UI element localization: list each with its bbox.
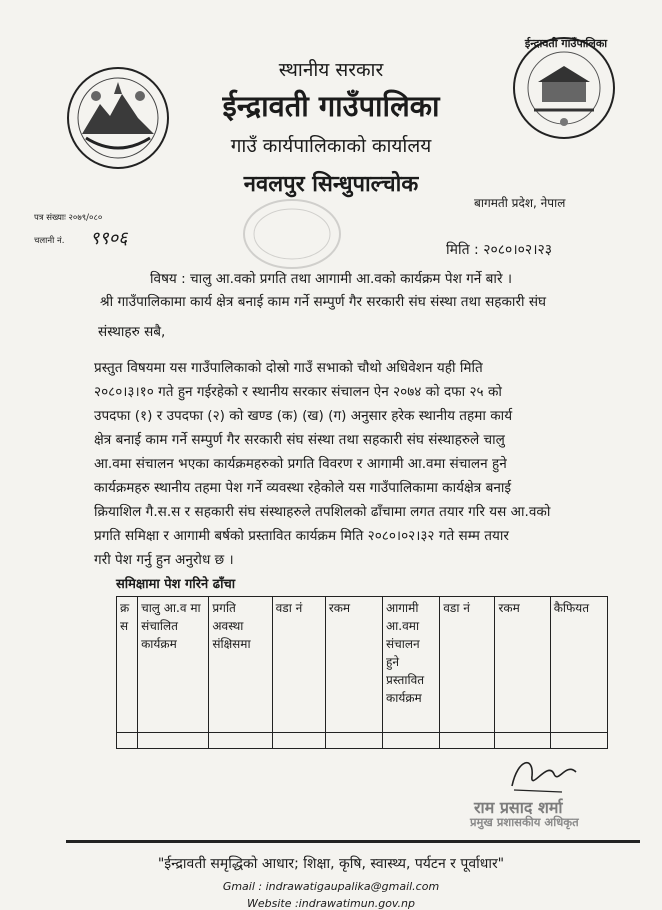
footer-divider: [66, 840, 640, 843]
header-line1: स्थानीय सरकार: [278, 59, 384, 81]
addressee-line: संस्थाहरु सबै,: [98, 324, 166, 340]
footer-website: Website :indrawatimun.gov.np: [246, 897, 415, 910]
header-line2: ईन्द्रावती गाउँपालिका: [222, 89, 440, 123]
table-header-cell: आगामी आ.वमा संचालन हुने प्रस्तावित कार्यक्रम: [383, 597, 440, 733]
body-line: क्षेत्र बनाई काम गर्ने सम्पुर्ण गैर सरकारी संघ संस्था तथा सहकारी संघ संस्थाहरुले चालु: [94, 432, 505, 448]
body-line: क्रियाशिल गै.स.स र सहकारी संघ संस्थाहरुले तपशिलको ढाँचामा लगत तयार गरि यस आ.वको: [94, 504, 551, 520]
table-header-cell: रकम: [325, 597, 382, 733]
signature-scribble: [504, 752, 584, 798]
body-paragraph: [94, 356, 634, 572]
signatory-name: राम प्रसाद शर्मा: [474, 798, 563, 817]
body-line: उपदफा (१) र उपदफा (२) को खण्ड (क) (ख) (ग) अनुसार हरेक स्थानीय तहमा कार्य: [94, 408, 513, 424]
table-header-cell: वडा नं: [440, 597, 495, 733]
ref-number: पत्र संख्याः २०७९/०८०: [34, 213, 103, 223]
table-header-cell: क्र स: [117, 597, 138, 733]
table-header-row: [117, 597, 608, 733]
table-row: [117, 733, 608, 749]
body-line: २०८०।३।१० गते हुन गईरहेको र स्थानीय सरकार संचालन ऐन २०७४ को दफा २५ को: [94, 384, 502, 400]
footer-motto: "ईन्द्रावती समृद्धिको आधार; शिक्षा, कृषि, स्वास्थ्य, पर्यटन र पूर्वाधार": [157, 856, 505, 872]
watermark-stamp: [242, 198, 342, 270]
table-header-cell: कैफियत: [550, 597, 607, 733]
dispatch-label: चलानी नं.: [34, 236, 65, 246]
addressee-line: श्री गाउँपालिकामा कार्य क्षेत्र बनाई काम गर्ने सम्पुर्ण गैर सरकारी संघ संस्था तथा सहकारी संघ: [100, 294, 547, 310]
body-line: गरी पेश गर्नु हुन अनुरोध छ ।: [94, 552, 234, 568]
header-line4: नवलपुर सिन्धुपाल्चोक: [243, 172, 419, 197]
date: मिति : २०८०।०२।२३: [446, 242, 553, 258]
dispatch-number: ९९०६: [90, 228, 128, 249]
body-line: आ.वमा संचालन भएका कार्यक्रमहरुको प्रगति विवरण र आगामी आ.वमा संचालन हुने: [94, 456, 507, 472]
body-line: प्रस्तुत विषयमा यस गाउँपालिकाको दोस्रो गाउँ सभाको चौथो अधिवेशन यही मिति: [94, 360, 483, 376]
table-header-cell: प्रगति अवस्था संक्षिसमा: [209, 597, 272, 733]
body-line: प्रगति समिक्षा र आगामी बर्षको प्रस्तावित कार्यक्रम मिति २०८०।०२।३२ गते सम्म तयार: [94, 528, 509, 544]
table-title: समिक्षामा पेश गरिने ढाँचा: [116, 577, 236, 592]
review-format-table: [116, 596, 608, 749]
footer-gmail: Gmail : indrawatigaupalika@gmail.com: [222, 880, 440, 893]
right-logo-text: ईन्द्रावती गाउँपालिका: [524, 37, 608, 50]
province-text: बागमती प्रदेश, नेपाल: [474, 196, 566, 210]
body-line: कार्यक्रमहरु स्थानीय तहमा पेश गर्ने व्यवस्था रहेकोले यस गाउँपालिकामा कार्यक्षेत्र बनाई: [94, 480, 512, 496]
table-header-cell: रकम: [495, 597, 550, 733]
table-header-cell: चालु आ.व मा संचालित कार्यक्रम: [138, 597, 209, 733]
header-line3: गाउँ कार्यपालिकाको कार्यालय: [230, 135, 432, 157]
subject: विषय : चालु आ.वको प्रगति तथा आगामी आ.वको कार्यक्रम पेश गर्ने बारे ।: [150, 271, 512, 287]
signatory-title: प्रमुख प्रशासकीय अधिकृत: [470, 815, 579, 829]
table-header-cell: वडा नं: [272, 597, 325, 733]
